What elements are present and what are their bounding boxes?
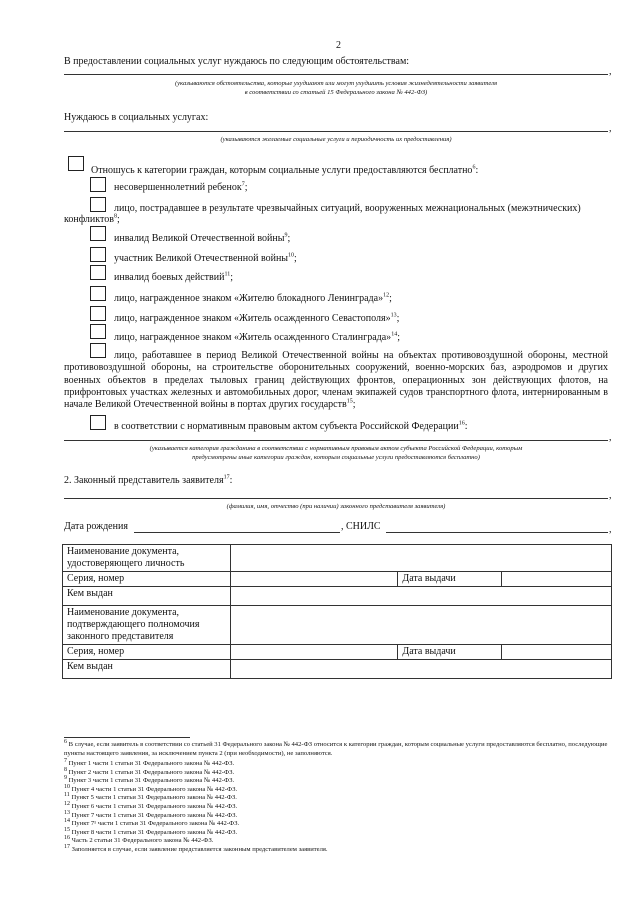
category-label-regional: в соответствии с нормативным правовым актом субъекта Российской Федерации$^{16}$:: [114, 420, 468, 432]
footnote-11: $^{11}$ Пункт 5 части 1 статьи 31 Федерального закона № 442-ФЗ.: [64, 792, 237, 802]
footnote-16: $^{16}$ Часть 2 статьи 31 Федерального закона № 442-ФЗ.: [64, 835, 214, 845]
birth-date-field[interactable]: [134, 532, 340, 533]
category-checkbox-combat-invalid[interactable]: [90, 265, 106, 280]
circumstances-field[interactable]: [64, 74, 608, 75]
footnote-12: $^{12}$ Пункт 6 части 1 статьи 31 Федерального закона № 442-ФЗ.: [64, 800, 238, 810]
series-label-cell-2: Серия, номер: [63, 645, 231, 660]
issued-by-value-cell-2[interactable]: [230, 660, 611, 679]
table-row: [63, 606, 612, 645]
free-category-label: Отношусь к категории граждан, которым социальные услуги предоставляются бесплатно$^6$:: [91, 164, 479, 176]
services-caption: (указываются желаемые социальные услуги и периодичность их предоставления): [220, 136, 452, 143]
doc-id-value-cell[interactable]: [230, 545, 611, 572]
footnote-7: $^7$ Пункт 1 части 1 статьи 31 Федерального закона № 442-ФЗ.: [64, 757, 235, 767]
category-checkbox-wwii-invalid[interactable]: [90, 226, 106, 241]
issued-by-label-cell: Кем выдан: [63, 587, 231, 606]
category-label-minor: несовершеннолетний ребенок$^7$;: [114, 181, 248, 193]
doc-id-label-cell: Наименование документа, удостоверяющего личность: [63, 545, 231, 572]
footnote-9: $^9$ Пункт 3 части 1 статьи 31 Федерального закона № 442-ФЗ.: [64, 775, 235, 785]
category-label-leningrad: лицо, награжденное знаком «Жителю блокадного Ленинграда»$^{12}$;: [114, 292, 392, 304]
footnote-6: $^6$ В случае, если заявитель в соответствии со статьей 31 Федерального закона № 442-ФЗ относится к категории граждан, которым социальные услуги предоставляются бесплатно, последующие пункты настоящего заявления, за исключением пункта 2 (при необходимости), не заполняются.: [64, 738, 608, 757]
circumstances-label: В предоставлении социальных услуг нуждаюсь по следующим обстоятельствам:: [64, 56, 410, 67]
issued-by-label-cell-2: Кем выдан: [63, 660, 231, 679]
series-label-cell: Серия, номер: [63, 572, 231, 587]
circumstances-caption-2: в соответствии со статьей 15 Федерального закона № 442-ФЗ): [244, 89, 428, 96]
footnote-14: $^{14}$ Пункт 7¹ части 1 статьи 31 Федерального закона № 442-ФЗ.: [64, 817, 240, 828]
issue-date-label-cell: Дата выдачи: [398, 572, 502, 587]
circumstances-caption-1: (указываются обстоятельства, которые ухудшают или могут ухудшить условия жизнедеятельности заявителя: [174, 80, 498, 87]
table-row: [63, 572, 612, 587]
footnote-list: [64, 757, 608, 855]
footnote-13: $^{13}$ Пункт 7 части 1 статьи 31 Федерального закона № 442-ФЗ.: [64, 809, 238, 819]
table-row: [63, 660, 612, 679]
legal-rep-caption: (фамилия, имя, отчество (при наличии) законного представителя заявителя): [226, 503, 446, 510]
category-label-stalingrad: лицо, награжденное знаком «Житель осажденного Сталинграда»$^{14}$;: [114, 331, 400, 343]
page-number: 2: [336, 40, 341, 51]
category-checkbox-regional[interactable]: [90, 415, 106, 430]
documents-table: [62, 544, 612, 679]
free-category-checkbox[interactable]: [68, 156, 84, 171]
footnote-8: $^8$ Пункт 2 части 1 статьи 31 Федерального закона № 442-ФЗ.: [64, 766, 235, 776]
doc-auth-value-cell[interactable]: [230, 606, 611, 645]
footnote-separator: [64, 737, 190, 738]
regional-caption-2: предусмотрены иные категории граждан, которым социальные услуги предоставляются бесплатно): [192, 454, 480, 461]
snils-label: , СНИЛС: [341, 521, 381, 532]
category-checkbox-emergency[interactable]: [90, 197, 106, 212]
category-label-combat-invalid: инвалид боевых действий$^{11}$;: [114, 271, 234, 283]
category-label-wwii-veteran: участник Великой Отечественной войны$^{10}$;: [114, 252, 297, 264]
category-label-emergency-1: лицо, пострадавшее в результате чрезвычайных ситуаций, вооруженных межнациональных (межэтнических): [114, 203, 581, 214]
legal-rep-name-field[interactable]: [64, 498, 608, 499]
services-label: Нуждаюсь в социальных услугах:: [64, 112, 209, 123]
footnote-10: $^{10}$ Пункт 4 части 1 статьи 31 Федерального закона № 442-ФЗ.: [64, 783, 238, 793]
series-value-cell-2[interactable]: [230, 645, 398, 660]
category-checkbox-minor[interactable]: [90, 177, 106, 192]
footnote-17: $^{17}$ Заполняется в случае, если заявление представляется законным представителем заявителя.: [64, 843, 328, 853]
footnote-15: $^{15}$ Пункт 8 части 1 статьи 31 Федерального закона № 442-ФЗ.: [64, 826, 238, 836]
category-checkbox-sevastopol[interactable]: [90, 306, 106, 321]
table-row: [63, 545, 612, 572]
category-checkbox-stalingrad[interactable]: [90, 324, 106, 339]
category-label-emergency-2: конфликтов$^8$;: [64, 213, 120, 225]
table-row: [63, 645, 612, 660]
category-label-sevastopol: лицо, награжденное знаком «Житель осажденного Севастополя»$^{13}$;: [114, 312, 400, 324]
table-row: [63, 587, 612, 606]
snils-field[interactable]: [386, 532, 608, 533]
category-checkbox-leningrad[interactable]: [90, 286, 106, 301]
category-label-wwii-invalid: инвалид Великой Отечественной войны$^9$;: [114, 232, 291, 244]
series-value-cell[interactable]: [230, 572, 398, 587]
birth-date-label: Дата рождения: [64, 521, 128, 532]
regional-caption-1: (указывается категория гражданина в соответствии с нормативным правовым актом субъекта Российской Федерации, которым: [149, 445, 523, 452]
category-label-home-front: лицо, работавшее в период Великой Отечественной войны на объектах противовоздушной обороны, местной противовоздушной обороны, на строительстве оборонительных сооружений, военно-морских баз, аэродромов и других военных объектов в пределах тыловых границ действующих фронтов, операционных зон действующих флотов, на прифронтовых участках железных и автомобильных дорог, членам экипажей судов транспортного флота, интернированным в начале Великой Отечественной войны в портах других государств$^{15}$;: [64, 350, 608, 411]
issued-by-value-cell[interactable]: [230, 587, 611, 606]
services-field[interactable]: [64, 131, 608, 132]
legal-rep-heading: 2. Законный представитель заявителя$^{17}$:: [64, 474, 233, 486]
issue-date-value-cell[interactable]: [502, 572, 612, 587]
category-checkbox-wwii-veteran[interactable]: [90, 247, 106, 262]
doc-auth-label-cell: Наименование документа, подтверждающего полномочия законного представителя: [63, 606, 231, 645]
issue-date-label-cell-2: Дата выдачи: [398, 645, 502, 660]
issue-date-value-cell-2[interactable]: [502, 645, 612, 660]
regional-category-field[interactable]: [64, 440, 608, 441]
